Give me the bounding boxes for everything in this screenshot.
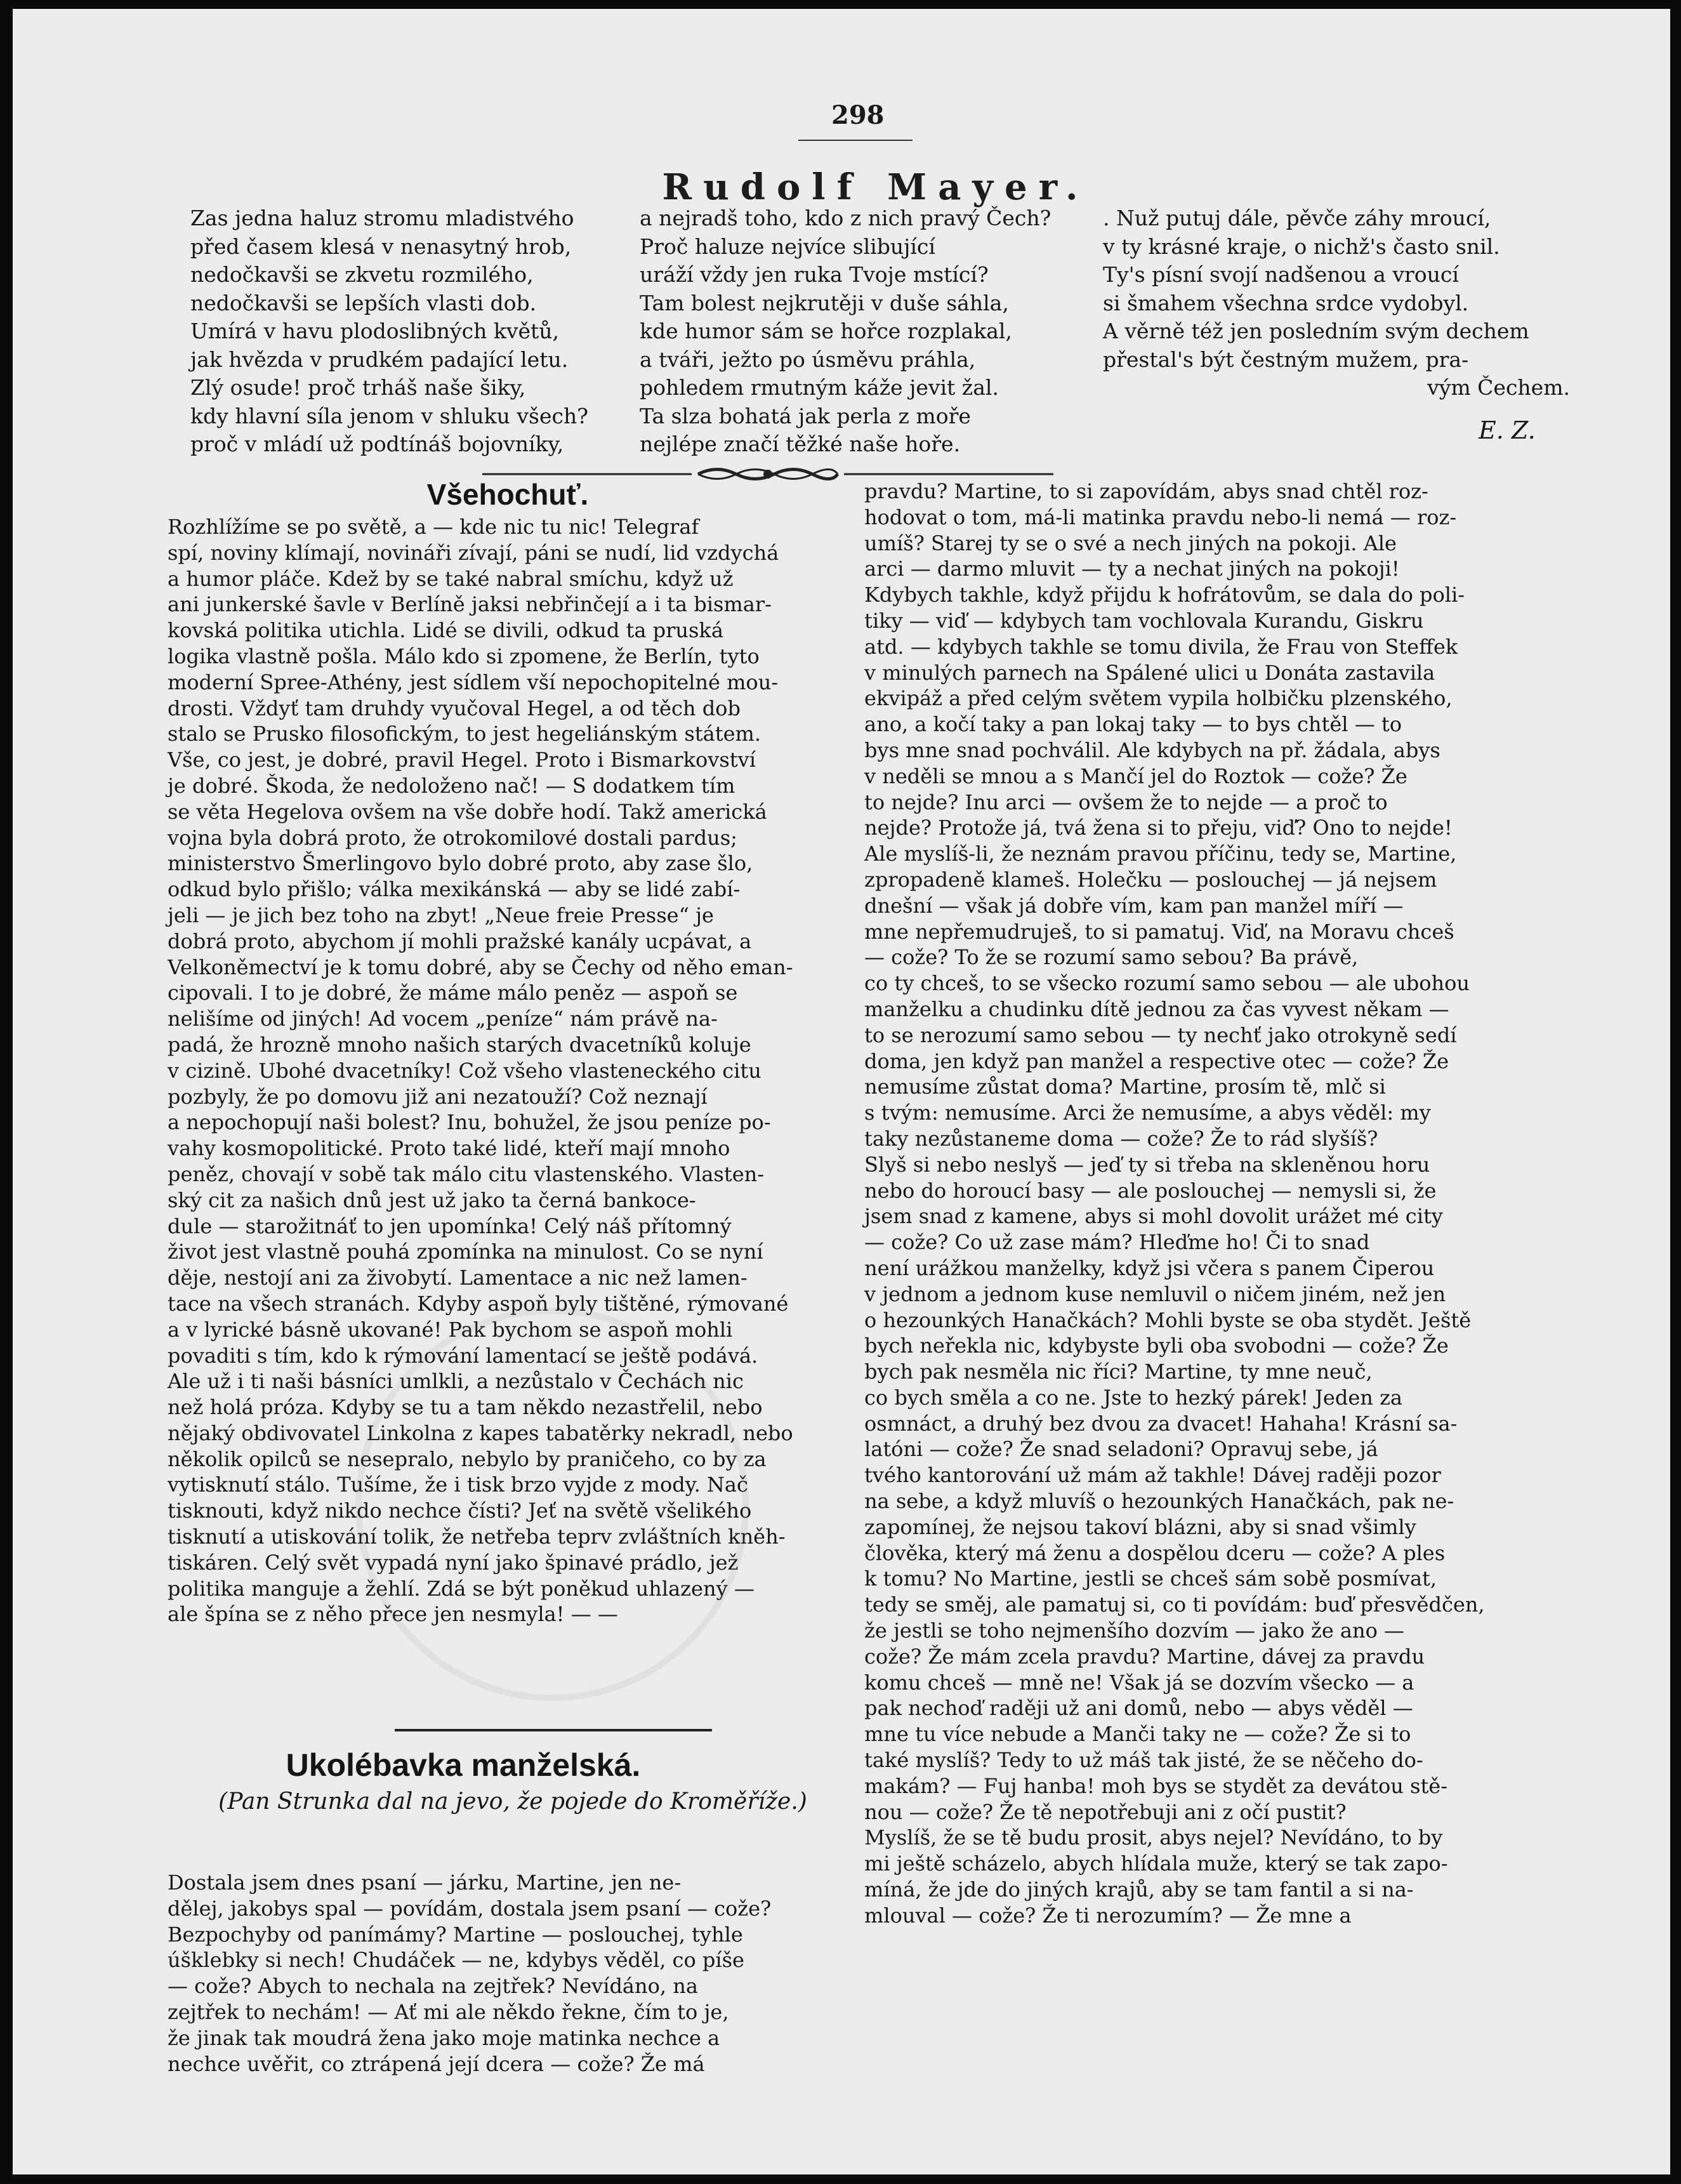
text-line: to se nerozumí samo sebou — ty nechť jako otrokyně sedí	[864, 1023, 1457, 1047]
text-line: manželku a chudinku dítě jednou za čas vyvest někam —	[864, 996, 1449, 1021]
text-line: k tomu? No Martine, jestli se chceš sám sobě posmívat,	[864, 1566, 1437, 1591]
poem-line: v ty krásné kraje, o nichž's často snil.	[1103, 234, 1500, 259]
text-line: co bych směla a co ne. Jste to hezký párek! Jeden za	[864, 1385, 1402, 1410]
text-line: není urážkou manželky, když jsi včera s panem Čiperou	[864, 1255, 1435, 1280]
text-line: cipovali. I to je dobré, že máme málo peněz — aspoň se	[168, 981, 738, 1005]
text-line: Proč haluze nejvíce slibující	[640, 234, 935, 259]
text-line: ministerstvo Šmerlingovo bylo dobré proto, aby zase šlo,	[168, 851, 753, 876]
text-line: tedy se směj, ale pamatuj si, co ti povídám: buď přesvědčen,	[864, 1592, 1485, 1617]
text-line: Zlý osude! proč trháš naše šiky,	[190, 375, 526, 400]
text-line: dule — starožitnáť to jen upomínka! Celý náš přítomný	[168, 1214, 732, 1238]
text-line: v neděli se mnou a s Mančí jel do Roztok — cože? Že	[864, 764, 1407, 788]
text-line: v cizině. Ubohé dvacetníky! Což všeho vlasteneckého citu	[168, 1058, 761, 1083]
text-line: mlouval — cože? Že ti nerozumím? — Že mne a	[864, 1903, 1352, 1928]
section-title-ukolebavka: Ukolébavka manželská.	[286, 1747, 641, 1783]
poem-line: si šmahem všechna srdce vydobyl.	[1103, 290, 1469, 315]
text-line: ani junkerské šavle v Berlíně jaksi nebřinčejí a i ta bismar-	[168, 592, 772, 617]
text-line: tiky — viď — kdybych tam vochlovala Kurandu, Giskru	[864, 608, 1424, 633]
text-line: mi ještě scházelo, abych hlídala muže, který se tak zapo-	[864, 1851, 1448, 1876]
text-line: před časem klesá v nenasytný hrob,	[190, 234, 572, 259]
text-line: se věta Hegelova ovšem na vše dobře hodí. Takž americká	[168, 799, 767, 824]
text-line: mne tu více nebude a Manči taky ne — cože? Že si to	[864, 1722, 1411, 1747]
text-line: ale špína se z něho přece jen nesmyla! — —	[168, 1602, 618, 1627]
text-line: stalo se Prusko filosofickým, to jest hegeliánským státem.	[168, 722, 761, 746]
text-line: Bezpochyby od panímámy? Martine — poslouchej, tyhle	[168, 1922, 743, 1947]
text-line: je dobré. Škoda, že nedoloženo nač! — S dodatkem tím	[168, 773, 735, 798]
text-line: míná, že jde do jiných krajů, aby se tam fantil a si na-	[864, 1877, 1414, 1902]
poem-line: A věrně též jen posledním svým dechem	[1103, 319, 1529, 343]
text-line: komu chceš — mně ne! Však já se dozvím všecko — a	[864, 1670, 1414, 1695]
text-line: drosti. Vždyť tam druhdy vyučoval Hegel, a od těch dob	[168, 696, 741, 720]
text-line: to nejde? Inu arci — ovšem že to nejde — a proč to	[864, 790, 1388, 814]
text-line: padá, že hrozně mnoho našich starých dvacetníků koluje	[168, 1032, 751, 1057]
text-line: kovská politika utichla. Lidé se divili, odkud ta pruská	[168, 618, 723, 643]
ukolebavka-text-left	[168, 1870, 840, 2077]
text-line: atd. — kdybych takhle se tomu divila, že Frau von Steffek	[864, 634, 1458, 659]
text-line: nedočkavši se zkvetu rozmilého,	[190, 262, 534, 287]
text-line: mne nepřemudruješ, to si pamatuj. Viď, na Moravu chceš	[864, 919, 1454, 944]
text-line: bych pak nesměla nic říci? Martine, ty mne neuč,	[864, 1360, 1373, 1384]
text-line: pak nechoď raději už ani domů, nebo — abys věděl —	[864, 1696, 1413, 1721]
text-line: nejde? Protože já, tvá žena si to přeju, viď? Ono to nejde!	[864, 816, 1453, 840]
text-line: tisknutí a utiskování tolik, že netřeba teprv zvláštních kněh-	[168, 1525, 786, 1549]
page-number: 298	[831, 100, 885, 130]
text-line: život jest vlastně pouhá zpomínka na minulost. Co se nyní	[168, 1240, 763, 1264]
text-line: tiskáren. Celý svět vypadá nyní jako špinavé prádlo, jež	[168, 1550, 739, 1575]
text-line: nedočkavši se lepších vlasti dob.	[190, 290, 537, 315]
text-line: odkud bylo přišlo; válka mexikánská — aby se lidé zabí-	[168, 877, 741, 902]
text-line: Umírá v havu plodoslibných květů,	[190, 319, 560, 343]
text-line: bych neřekla nic, kdybyste byli oba svobodni — cože? Že	[864, 1334, 1449, 1358]
text-line: nou — cože? Že tě nepotřebuji ani z očí pustit?	[864, 1799, 1347, 1824]
text-line: o hezounkých Hanačkách? Mohli byste se oba stydět. Ještě	[864, 1307, 1472, 1332]
text-line: tisknouti, když nikdo nechce čísti? Jeť na světě všelikého	[168, 1499, 752, 1523]
text-line: Slyš si nebo neslyš — jeď ty si třeba na skleněnou horu	[864, 1152, 1430, 1177]
text-line: pohledem rmutným káže jevit žal.	[640, 375, 999, 400]
poem-line: přestal's být čestným mužem, pra-	[1103, 347, 1469, 372]
poem-title: Rudolf Mayer.	[662, 166, 1090, 208]
text-line: Dostala jsem dnes psaní — járku, Martine, jen ne-	[168, 1870, 682, 1895]
text-line: s tvým: nemusíme. Arci že nemusíme, a abys věděl: my	[864, 1101, 1431, 1125]
text-line: vytisknutí stálo. Tušíme, že i tisk brzo vyjde z mody. Nač	[168, 1473, 748, 1497]
text-line: pozbyly, že po domovu již ani nezatouží? Což neznají	[168, 1084, 708, 1109]
text-line: na sebe, a když mluvíš o hezounkých Hanačkách, pak ne-	[864, 1489, 1454, 1514]
text-line: proč v mládí už podtínáš bojovníky,	[190, 432, 564, 456]
poem-signature: E. Z.	[1479, 416, 1536, 444]
text-line: Velkoněmectví je k tomu dobré, aby se Čechy od něho eman-	[168, 955, 793, 979]
text-line: — cože? To že se rozumí samo sebou? Ba právě,	[864, 945, 1359, 970]
text-line: arci — darmo mluvit — ty a nechat jiných na pokoji!	[864, 557, 1400, 581]
text-line: kdy hlavní síla jenom v shluku všech?	[190, 403, 588, 428]
text-line: logika vlastně pošla. Málo kdo si zpomene, že Berlín, tyto	[168, 644, 760, 668]
text-line: Ta slza bohatá jak perla z moře	[640, 403, 971, 428]
text-line: jak hvězda v prudkém padající letu.	[190, 347, 569, 372]
text-line: ano, a kočí taky a pan lokaj taky — to bys chtěl — to	[864, 712, 1402, 737]
text-line: nemusíme zůstat doma? Martine, prosím tě, mlč si	[864, 1075, 1386, 1099]
text-line: zapomínej, že nejsou takoví blázni, aby si snad všimly	[864, 1514, 1416, 1539]
text-line: vahy kosmopolitické. Proto také lidé, kteří mají mnoho	[168, 1136, 730, 1161]
text-line: nějaký obdivovatel Linkolna z kapes tabatěrky nekradl, nebo	[168, 1420, 793, 1445]
text-line: pravdu? Martine, to si zapovídám, abys snad chtěl roz-	[864, 479, 1428, 503]
text-line: — cože? Co už zase mám? Hleďme ho! Či to snad	[864, 1230, 1370, 1255]
text-line: povaditi s tím, kdo k rýmování lamentací se ještě podává.	[168, 1343, 758, 1368]
text-line: a humor pláče. Kdež by se také nabral smíchu, když už	[168, 566, 734, 591]
section-title-vsehochut: Všehochuť.	[426, 478, 589, 511]
text-line: že jestli se toho nejmenšího dozvím — jako že ano —	[864, 1618, 1405, 1643]
text-line: bys mne snad pochválil. Ale kdybych na př. žádala, abys	[864, 738, 1440, 762]
text-line: jsem snad z kamene, abys si mohl dovolit urážet mé city	[864, 1204, 1443, 1229]
poem-line: . Nuž putuj dále, pěvče záhy mroucí,	[1103, 206, 1491, 230]
poem-line: Ty's písní svojí nadšenou a vroucí	[1103, 262, 1459, 287]
text-line: že jinak tak moudrá žena jako moje matinka nechce a	[168, 2025, 720, 2050]
section-divider	[395, 1729, 712, 1731]
text-line: děje, nestojí ani za živobytí. Lamentace a nic než lamen-	[168, 1266, 748, 1290]
text-line: člověka, který má ženu a dospělou dceru — cože? A ples	[864, 1540, 1446, 1565]
text-line: doma, jen když pan manžel a respective otec — cože? Že	[864, 1049, 1449, 1073]
text-line: zejtřek to nechám! — Ať mi ale někdo řekne, čím to je,	[168, 1999, 729, 2024]
text-line: uráží vždy jen ruka Tvoje mstící?	[640, 262, 989, 287]
text-line: Myslíš, že se tě budu prosit, abys nejel? Nevídáno, to by	[864, 1825, 1443, 1850]
text-line: a nejradš toho, kdo z nich pravý Čech?	[640, 206, 1051, 230]
text-line: tvého kantorování už mám až takhle! Dávej raději pozor	[864, 1463, 1441, 1488]
text-line: politika manguje a žehlí. Zdá se být poněkud uhlazený —	[168, 1576, 755, 1601]
text-line: hodovat o tom, má-li matinka pravdu nebo-li nemá — roz-	[864, 505, 1457, 529]
text-line: dobrá proto, abychom jí mohli pražské kanály ucpávat, a	[168, 929, 752, 953]
poem-line: vým Čechem.	[1427, 375, 1570, 400]
text-line: ský cit za našich dnů jest už jako ta černá bankoce-	[168, 1188, 696, 1212]
text-line: tace na všech stranách. Kdyby aspoň byly tištěné, rýmované	[168, 1291, 789, 1316]
poem-column-2	[640, 204, 1051, 459]
text-line: taky nezůstaneme doma — cože? Že to rád slyšíš?	[864, 1126, 1378, 1151]
text-line: umíš? Starej ty se o své a nech jiných na pokoji. Ale	[864, 531, 1397, 555]
text-line: moderní Spree-Athény, jest sídlem vší nepochopitelné mou-	[168, 670, 779, 694]
text-line: latóni — cože? Že snad seladoni? Opravuj sebe, já	[864, 1437, 1378, 1462]
faded-library-stamp	[355, 1307, 749, 1701]
text-line: makám? — Fuj hanba! moh bys se stydět za devátou stě-	[864, 1773, 1448, 1798]
text-line: a v lyrické básně ukované! Pak bychom se aspoň mohli	[168, 1317, 733, 1342]
text-line: Tam bolest nejkrutěji v duše sáhla,	[640, 290, 1009, 315]
text-line: peněz, chovají v sobě tak málo citu vlastenského. Vlasten-	[168, 1161, 765, 1186]
text-line: osmnáct, a druhý bez dvou za dvacet! Hahaha! Krásní sa-	[864, 1411, 1458, 1436]
text-line: nelišíme od jiných! Ad vocem „peníze“ nám právě na-	[168, 1007, 718, 1031]
text-line: v minulých parnech na Spálené ulici u Donáta zastavila	[864, 660, 1435, 685]
text-line: — cože? Abych to nechala na zejtřek? Nevídáno, na	[168, 1974, 698, 1999]
text-line: ekvipáž a před celým světem vypila holbičku plzenského,	[864, 686, 1453, 711]
text-line: Vše, co jest, je dobré, pravil Hegel. Proto i Bismarkovství	[168, 748, 756, 772]
text-line: dnešní — však já dobře vím, kam pan manžel míří —	[864, 893, 1404, 918]
text-line: několik opilců se nesepralo, nebylo by praničeho, co by za	[168, 1446, 767, 1471]
text-line: Kdybych takhle, když přijdu k hofrátovům, se dala do poli-	[864, 583, 1465, 607]
text-line: také myslíš? Tedy to už máš tak jisté, že se něčeho do-	[864, 1748, 1423, 1773]
text-line: nechce uvěřit, co ztrápená její dcera — cože? Že má	[168, 2051, 705, 2076]
text-line: než holá próza. Kdyby se tu a tam někdo nezastřelil, nebo	[168, 1395, 763, 1420]
text-line: nebo do horoucí basy — ale poslouchej — nemysli si, že	[864, 1178, 1437, 1203]
text-line: a tváři, ježto po úsměvu práhla,	[640, 347, 976, 372]
text-line: Zas jedna haluz stromu mladistvého	[190, 206, 574, 230]
text-line: spí, noviny klímají, novináři zívají, páni se nudí, lid vzdychá	[168, 540, 779, 565]
page-number-rule	[798, 140, 913, 141]
text-line: nejlépe značí těžké naše hoře.	[640, 432, 961, 456]
text-line: Rozhlížíme se po světě, a — kde nic tu nic! Telegraf	[168, 515, 699, 539]
ukolebavka-text-right	[864, 479, 1575, 1929]
text-line: v jednom a jednom kuse nemluvil o ničem jiném, než jen	[864, 1281, 1446, 1306]
text-line: vojna byla dobrá proto, že otrokomilové dostali pardus;	[168, 825, 737, 850]
text-line: kde humor sám se hořce rozplakal,	[640, 319, 1012, 343]
text-line: jeli — je jich bez toho na zbyt! „Neue freie Presse“ je	[168, 903, 714, 927]
poem-column-3	[1103, 204, 1570, 402]
text-line: co ty chceš, to se všecko rozumí samo sebou — ale ubohou	[864, 971, 1470, 996]
text-line: Ale už i ti naši básníci umlkli, a nezůstalo v Čechách nic	[168, 1369, 744, 1394]
ukolebavka-subtitle: (Pan Strunka dal na jevo, že pojede do Kroměříže.)	[218, 1789, 807, 1815]
text-line: cože? Že mám zcela pravdu? Martine, dávej za pravdu	[864, 1644, 1425, 1669]
text-line: Ale myslíš-li, že neznám pravou příčinu, tedy se, Martine,	[864, 842, 1457, 866]
text-line: úšklebky si nech! Chudáček — ne, kdybys věděl, co píše	[168, 1948, 744, 1973]
poem-column-1	[190, 204, 588, 459]
text-line: a nepochopují naši bolest? Inu, bohužel, že jsou peníze po-	[168, 1110, 771, 1135]
text-line: zpropadeně klameš. Holečku — poslouchej — já nejsem	[864, 867, 1437, 892]
text-line: dělej, jakobys spal — povídám, dostala jsem psaní — cože?	[168, 1896, 772, 1921]
